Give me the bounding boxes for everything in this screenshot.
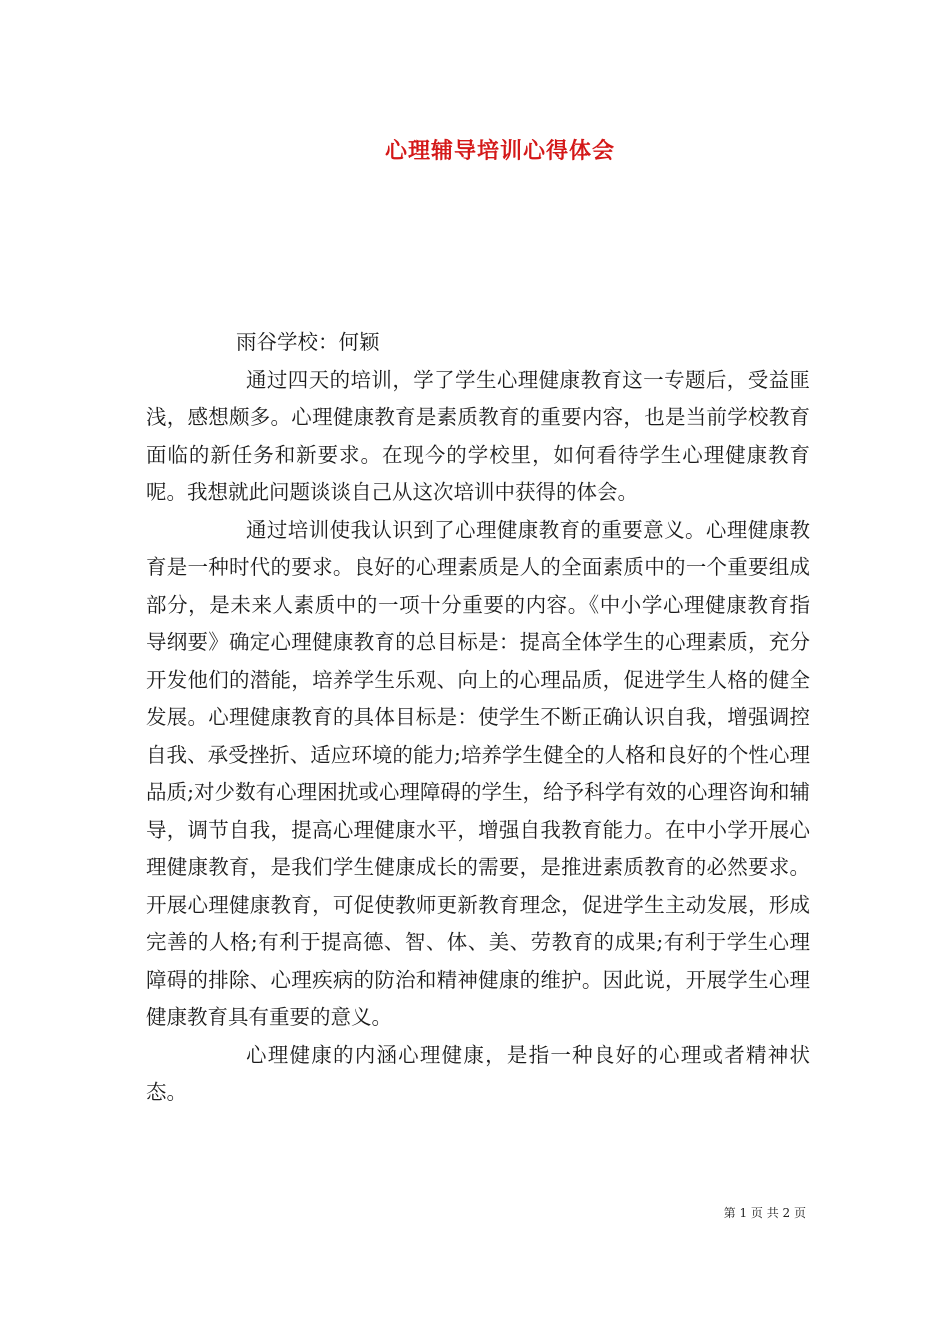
paragraph-1: 通过四天的培训，学了学生心理健康教育这一专题后，受益匪浅，感想颇多。心理健康教育是素质教育的重要内容，也是当前学校教育面临的新任务和新要求。在现今的学校里，如何看待学生心理健康教育呢。我想就此问题谈谈自己从这次培训中获得的体会。	[146, 367, 810, 504]
author-line: 雨谷学校：何颖	[236, 330, 380, 354]
paragraph-2: 通过培训使我认识到了心理健康教育的重要意义。心理健康教育是一种时代的要求。良好的心理素质是人的全面素质中的一个重要组成部分，是未来人素质中的一项十分重要的内容。《中小学心理健康教育指导纲要》确定心理健康教育的总目标是：提高全体学生的心理素质，充分开发他们的潜能，培养学生乐观、向上的心理品质，促进学生人格的健全发展。心理健康教育的具体目标是：使学生不断正确认识自我，增强调控自我、承受挫折、适应环境的能力;培养学生健全的人格和良好的个性心理品质;对少数有心理困扰或心理障碍的学生，给予科学有效的心理咨询和辅导，调节自我，提高心理健康水平，增强自我教育能力。在中小学开展心理健康教育，是我们学生健康成长的需要，是推进素质教育的必然要求。开展心理健康教育，可促使教师更新教育理念，促进学生主动发展，形成完善的人格;有利于提高德、智、体、美、劳教育的成果;有利于学生心理障碍的排除、心理疾病的防治和精神健康的维护。因此说，开展学生心理健康教育具有重要的意义。	[146, 517, 810, 1029]
page-footer: 第 1 页 共 2 页	[723, 1206, 806, 1220]
document-body	[146, 324, 810, 1112]
page-title: 心理辅导培训心得体会	[384, 138, 615, 164]
paragraph-3: 心理健康的内涵心理健康，是指一种良好的心理或者精神状态。	[146, 1042, 810, 1104]
